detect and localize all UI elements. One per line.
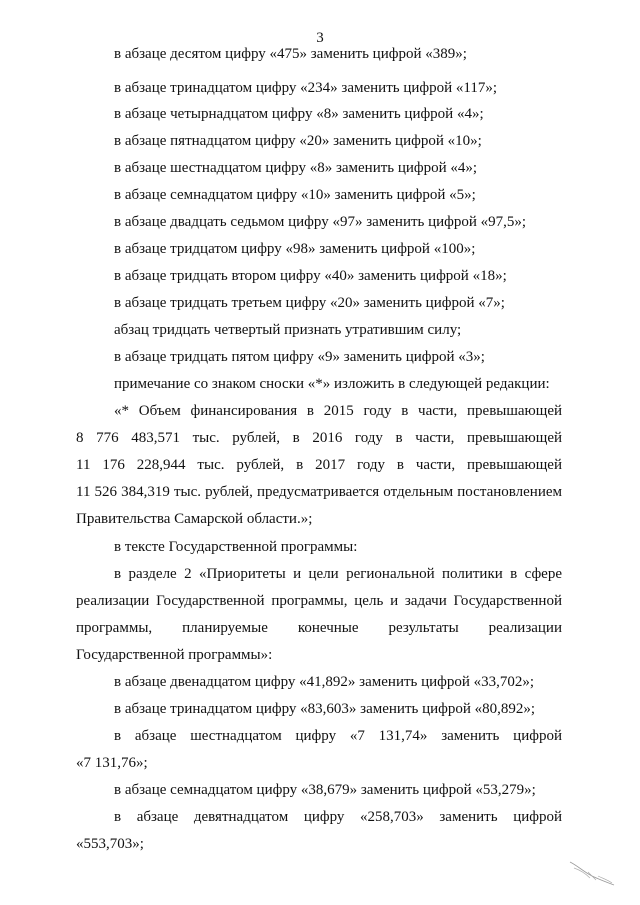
text-line: в абзаце тридцатом цифру «98» заменить цифрой «100»;: [114, 241, 476, 257]
text-line: в абзаце тридцать третьем цифру «20» заменить цифрой «7»;: [114, 295, 505, 311]
text-line: «553,703»;: [76, 836, 144, 852]
text-line: 8 776 483,571 тыс. рублей, в 2016 году в части, превышающей: [76, 430, 562, 446]
text-line: в абзаце девятнадцатом цифру «258,703» заменить цифрой: [114, 809, 562, 825]
text-line: в абзаце семнадцатом цифру «38,679» заменить цифрой «53,279»;: [114, 782, 536, 798]
text-line: 11 526 384,319 тыс. рублей, предусматривается отдельным постановлением: [76, 484, 562, 500]
text-line: в абзаце десятом цифру «475» заменить цифрой «389»;: [114, 46, 467, 62]
text-line: абзац тридцать четвертый признать утратившим силу;: [114, 322, 462, 338]
text-line: 11 176 228,944 тыс. рублей, в 2017 году в части, превышающей: [76, 457, 562, 473]
page-number: 3: [316, 30, 324, 46]
text-line: «* Объем финансирования в 2015 году в части, превышающей: [114, 403, 562, 419]
text-line: в абзаце тридцать пятом цифру «9» заменить цифрой «3»;: [114, 349, 485, 365]
text-line: в абзаце шестнадцатом цифру «7 131,74» заменить цифрой: [114, 728, 562, 744]
text-line: в тексте Государственной программы:: [114, 539, 358, 555]
text-line: в абзаце двадцать седьмом цифру «97» заменить цифрой «97,5»;: [114, 214, 527, 230]
text-line: в абзаце тринадцатом цифру «234» заменить цифрой «117»;: [114, 80, 498, 96]
initials-scribble: [568, 858, 618, 888]
text-line: в абзаце тридцать втором цифру «40» заменить цифрой «18»;: [114, 268, 507, 284]
text-line: в абзаце шестнадцатом цифру «8» заменить цифрой «4»;: [114, 160, 478, 176]
text-line: в абзаце двенадцатом цифру «41,892» заменить цифрой «33,702»;: [114, 674, 535, 690]
text-line: в абзаце четырнадцатом цифру «8» заменить цифрой «4»;: [114, 106, 484, 122]
text-line: примечание со знаком сноски «*» изложить в следующей редакции:: [114, 376, 550, 392]
text-line: в абзаце семнадцатом цифру «10» заменить цифрой «5»;: [114, 187, 476, 203]
text-line: в абзаце тринадцатом цифру «83,603» заменить цифрой «80,892»;: [114, 701, 536, 717]
text-line: в разделе 2 «Приоритеты и цели региональной политики в сфере: [114, 566, 562, 582]
text-line: реализации Государственной программы, цель и задачи Государственной: [76, 593, 562, 609]
text-line: в абзаце пятнадцатом цифру «20» заменить цифрой «10»;: [114, 133, 482, 149]
text-line: «7 131,76»;: [76, 755, 148, 771]
text-line: Государственной программы»:: [76, 647, 273, 663]
text-line: Правительства Самарской области.»;: [76, 511, 313, 527]
text-line: программы, планируемые конечные результаты реализации: [76, 620, 562, 636]
